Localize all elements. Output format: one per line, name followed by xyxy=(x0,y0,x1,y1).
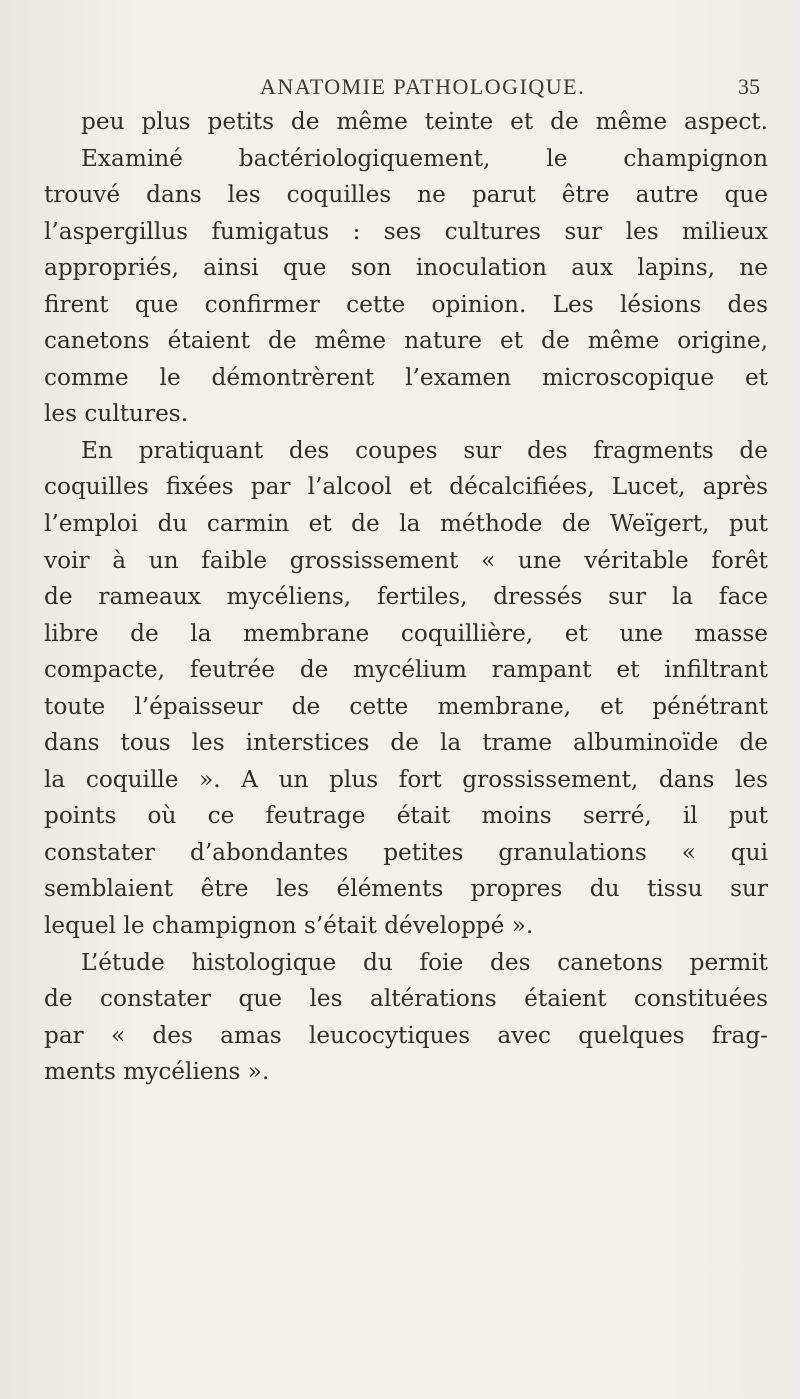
text-line: de constater que les altérations étaient constituées xyxy=(44,985,768,1013)
text-line: Examiné bactériologiquement, le champignon xyxy=(81,144,768,172)
page-header xyxy=(44,62,768,104)
text-line: appropriés, ainsi que son inoculation aux lapins, ne xyxy=(44,254,768,282)
text-line: lequel le champignon s’était développé ». xyxy=(44,912,534,940)
text-line: l’emploi du carmin et de la méthode de Weïgert, put xyxy=(44,510,768,538)
page-number: 35 xyxy=(738,74,760,99)
text-line: En pratiquant des coupes sur des fragments de xyxy=(81,436,768,464)
body-text xyxy=(44,104,768,1091)
text-line: trouvé dans les coquilles ne parut être autre que xyxy=(44,181,768,209)
text-line: les cultures. xyxy=(44,400,189,428)
text-line: de rameaux mycéliens, fertiles, dressés sur la face xyxy=(44,583,768,611)
text-line: dans tous les interstices de la trame albuminoïde de xyxy=(44,729,768,757)
text-line: comme le démontrèrent l’examen microscopique et xyxy=(44,363,768,391)
text-line: constater d’abondantes petites granulations « qui xyxy=(44,838,768,866)
text-line: la coquille ». A un plus fort grossissement, dans les xyxy=(44,765,768,793)
text-line: semblaient être les éléments propres du tissu sur xyxy=(44,875,768,903)
text-line: l’aspergillus fumigatus : ses cultures sur les milieux xyxy=(44,217,768,245)
text-line: libre de la membrane coquillière, et une masse xyxy=(44,619,768,647)
text-line: toute l’épaisseur de cette membrane, et pénétrant xyxy=(44,692,768,720)
running-title: ANATOMIE PATHOLOGIQUE. xyxy=(260,74,586,99)
text-line: compacte, feutrée de mycélium rampant et infiltrant xyxy=(44,656,768,684)
text-line: coquilles fixées par l’alcool et décalcifiées, Lucet, après xyxy=(44,473,768,501)
text-line: canetons étaient de même nature et de même origine, xyxy=(44,327,768,355)
text-line: voir à un faible grossissement « une véritable forêt xyxy=(44,546,768,574)
text-line: ments mycéliens ». xyxy=(44,1058,270,1086)
text-line: peu plus petits de même teinte et de même aspect. xyxy=(81,108,768,135)
text-line: points où ce feutrage était moins serré, il put xyxy=(44,802,768,830)
text-line: par « des amas leucocytiques avec quelques frag- xyxy=(44,1021,768,1049)
text-line: firent que confirmer cette opinion. Les lésions des xyxy=(44,290,768,318)
text-line: L’étude histologique du foie des canetons permit xyxy=(81,948,768,976)
